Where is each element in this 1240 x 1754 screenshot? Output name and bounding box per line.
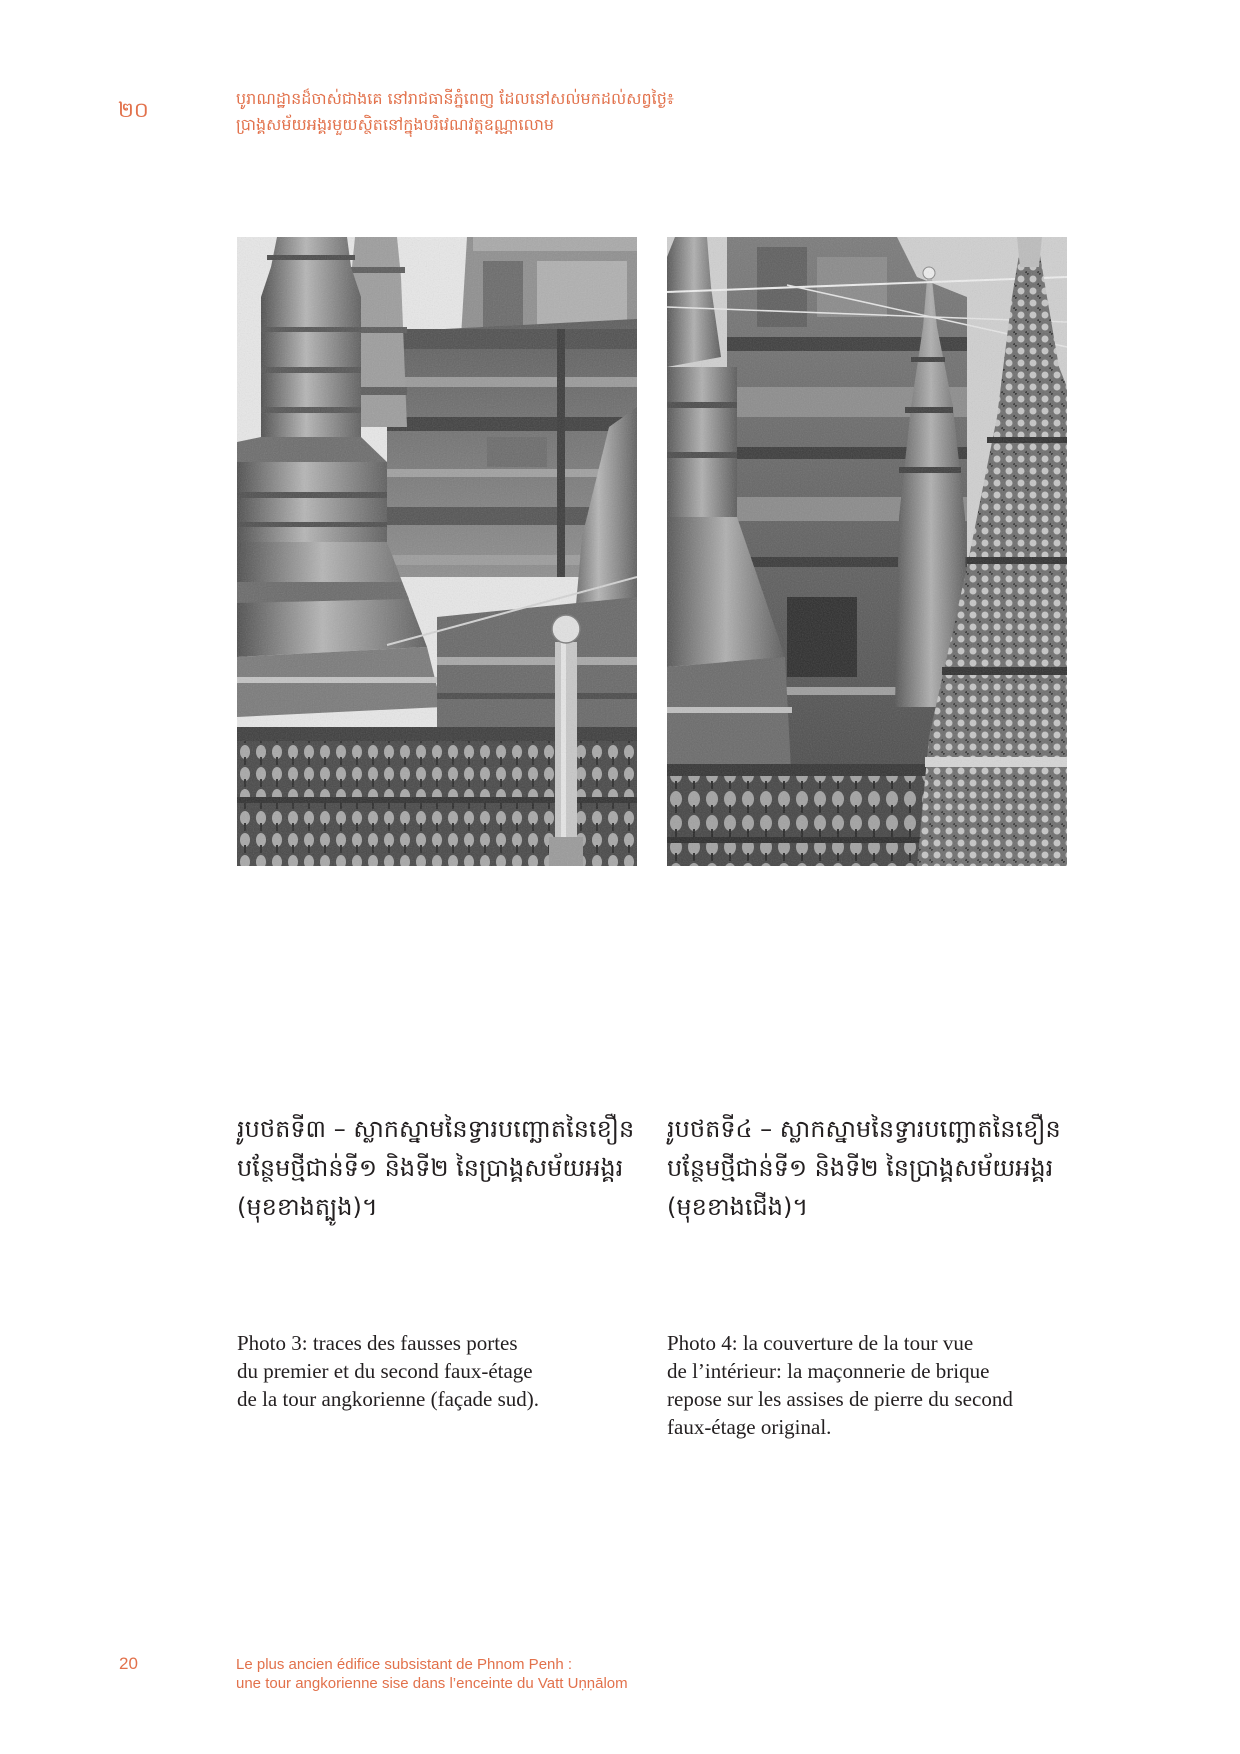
film-grain: [667, 237, 1067, 866]
caption-line: (មុខខាងត្បូង)។: [237, 1193, 378, 1221]
caption-line: Photo 3: traces des fausses portes: [237, 1331, 518, 1355]
photo-3-caption-french: [237, 1329, 677, 1413]
running-header-line: បូរាណដ្ឋានដ៏ចាស់ជាងគេ នៅរាជធានីភ្នំពេញ ដែលនៅសល់មកដល់សព្វថ្ងៃ៖: [236, 89, 674, 108]
caption-line: បន្ថែមថ្មីជាន់ទី១ និងទី២ នៃប្រាង្គសម័យអង្គរ: [237, 1154, 624, 1182]
caption-line: Photo 4: la couverture de la tour vue: [667, 1331, 974, 1355]
caption-line: រូបថតទី៤ – ស្លាកស្នាមនៃទ្វារបញ្ឆោតនៃខឿន: [667, 1115, 1061, 1143]
photo-3: [237, 237, 637, 866]
caption-line: (មុខខាងជើង)។: [667, 1193, 809, 1221]
photo-4-caption-french: [667, 1329, 1107, 1441]
caption-line: faux-étage original.: [667, 1415, 832, 1439]
caption-line: រូបថតទី៣ – ស្លាកស្នាមនៃទ្វារបញ្ឆោតនៃខឿន: [237, 1115, 635, 1143]
running-footer-line: une tour angkorienne sise dans l’enceinte du Vatt Uṇṇālom: [236, 1675, 628, 1692]
running-footer-line: Le plus ancien édifice subsistant de Phnom Penh :: [236, 1656, 573, 1673]
film-grain: [237, 237, 637, 866]
running-header-line: ប្រាង្គសម័យអង្គរមួយស្ថិតនៅក្នុងបរិវេណវត្តឧណ្ណាលោម: [236, 115, 555, 134]
photo-3-image: [237, 237, 637, 866]
caption-line: de la tour angkorienne (façade sud).: [237, 1387, 540, 1411]
running-footer: [236, 1655, 936, 1693]
photo-3-caption-khmer: [237, 1110, 657, 1227]
photo-4: [667, 237, 1067, 866]
page-number-khmer: ២០: [118, 98, 149, 122]
page-number: 20: [119, 1654, 138, 1673]
running-header: [236, 86, 936, 138]
caption-line: de l’intérieur: la maçonnerie de brique: [667, 1359, 990, 1383]
caption-line: repose sur les assises de pierre du second: [667, 1387, 1013, 1411]
caption-line: du premier et du second faux-étage: [237, 1359, 533, 1383]
photo-4-caption-khmer: [667, 1110, 1087, 1227]
caption-line: បន្ថែមថ្មីជាន់ទី១ និងទី២ នៃប្រាង្គសម័យអង្គរ: [667, 1154, 1054, 1182]
photo-4-image: [667, 237, 1067, 866]
